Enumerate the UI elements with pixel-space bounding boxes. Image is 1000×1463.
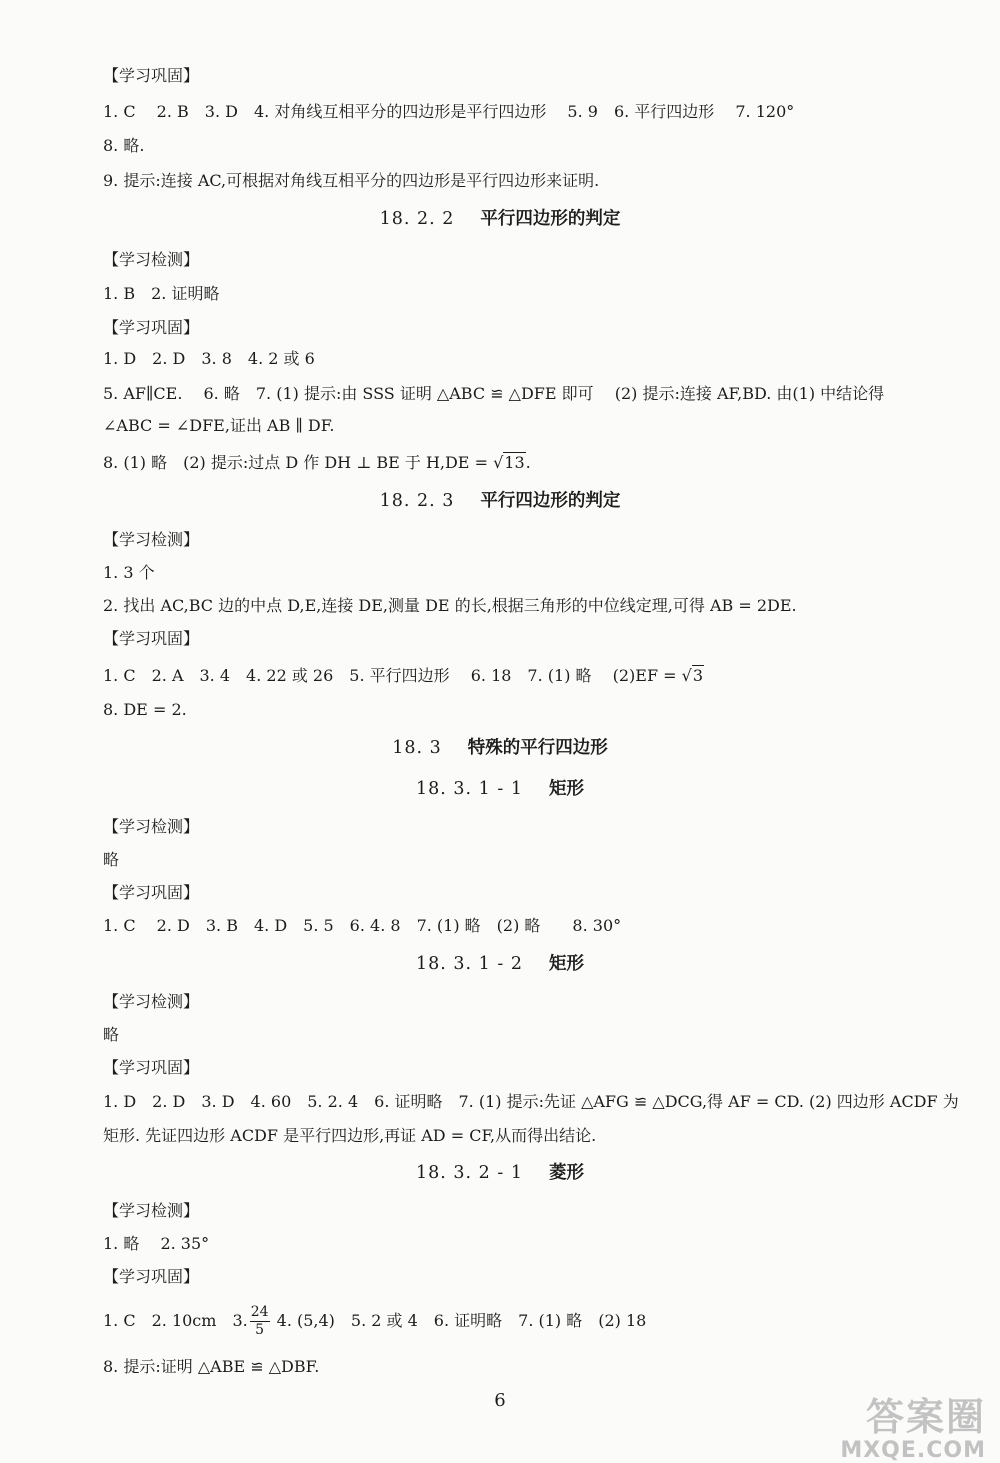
subsection-heading: 18. 3. 1 - 1 矩形 bbox=[416, 779, 584, 799]
section-heading: 18. 2. 3 平行四边形的判定 bbox=[379, 491, 621, 511]
answer-line: ∠ABC = ∠DFE,证出 AB ∥ DF. bbox=[103, 416, 335, 435]
answer-line: 2. 找出 AC,BC 边的中点 D,E,连接 DE,测量 DE 的长,根据三角形的中位线定理,可得 AB = 2DE. bbox=[103, 596, 797, 615]
section-label: 【学习检测】 bbox=[103, 530, 200, 549]
answer-line: 8. DE = 2. bbox=[103, 700, 187, 719]
answer-line: 1. 3 个 bbox=[103, 563, 155, 582]
section-heading: 18. 3 特殊的平行四边形 bbox=[392, 738, 608, 758]
answer-line: 5. AF∥CE. 6. 略 7. (1) 提示:由 SSS 证明 △ABC ≌ △DFE 即可 (2) 提示:连接 AF,BD. 由(1) 中结论得 bbox=[103, 384, 885, 403]
section-label: 【学习巩固】 bbox=[103, 1267, 200, 1286]
section-label: 【学习检测】 bbox=[103, 250, 200, 269]
answer-line: 1. D 2. D 3. D 4. 60 5. 2. 4 6. 证明略 7. (1) 提示:先证 △AFG ≌ △DCG,得 AF = CD. (2) 四边形 ACDF 为 bbox=[103, 1092, 959, 1111]
section-label: 【学习检测】 bbox=[103, 817, 200, 836]
answer-line: 8. 提示:证明 △ABE ≌ △DBF. bbox=[103, 1357, 320, 1376]
section-label: 【学习巩固】 bbox=[103, 883, 200, 902]
answer-line: 8. 略. bbox=[103, 136, 145, 155]
section-heading: 18. 2. 2 平行四边形的判定 bbox=[379, 209, 621, 229]
answer-line: 矩形. 先证四边形 ACDF 是平行四边形,再证 AD = CF,从而得出结论. bbox=[103, 1126, 597, 1145]
answer-line: 1. C 2. A 3. 4 4. 22 或 26 5. 平行四边形 6. 18 7. (1) 略 (2)EF = √3 bbox=[103, 666, 704, 685]
answer-line: 1. D 2. D 3. 8 4. 2 或 6 bbox=[103, 349, 315, 368]
subsection-heading: 18. 3. 2 - 1 菱形 bbox=[416, 1163, 584, 1183]
answer-line: 9. 提示:连接 AC,可根据对角线互相平分的四边形是平行四边形来证明. bbox=[103, 171, 600, 190]
section-label: 【学习巩固】 bbox=[103, 1058, 200, 1077]
section-label: 【学习巩固】 bbox=[103, 66, 200, 85]
answer-line: 略 bbox=[103, 850, 120, 869]
answer-line: 1. B 2. 证明略 bbox=[103, 284, 220, 303]
answer-line: 1. C 2. 10cm 3. $\frac{24}{5}$ 4. (5,4) 5. 2 或 4 6. 证明略 7. (1) 略 (2) 18 bbox=[103, 1304, 647, 1338]
answer-line: 8. (1) 略 (2) 提示:过点 D 作 DH ⊥ BE 于 H,DE = √13. bbox=[103, 453, 531, 472]
answer-line: 1. C 2. B 3. D 4. 对角线互相平分的四边形是平行四边形 5. 9 6. 平行四边形 7. 120° bbox=[103, 102, 795, 121]
section-label: 【学习检测】 bbox=[103, 1201, 200, 1220]
subsection-heading: 18. 3. 1 - 2 矩形 bbox=[416, 954, 584, 974]
page-number: 6 bbox=[494, 1390, 506, 1411]
section-label: 【学习巩固】 bbox=[103, 629, 200, 648]
answer-line: 1. C 2. D 3. B 4. D 5. 5 6. 4. 8 7. (1) 略 (2) 略 8. 30° bbox=[103, 916, 622, 935]
fraction: $\frac{24}{5}$ bbox=[250, 1304, 269, 1338]
answer-line: 1. 略 2. 35° bbox=[103, 1234, 210, 1253]
section-label: 【学习巩固】 bbox=[103, 318, 200, 337]
section-label: 【学习检测】 bbox=[103, 992, 200, 1011]
watermark: 答案圈 MXQE.COM bbox=[840, 1395, 986, 1463]
answer-line: 略 bbox=[103, 1025, 120, 1044]
